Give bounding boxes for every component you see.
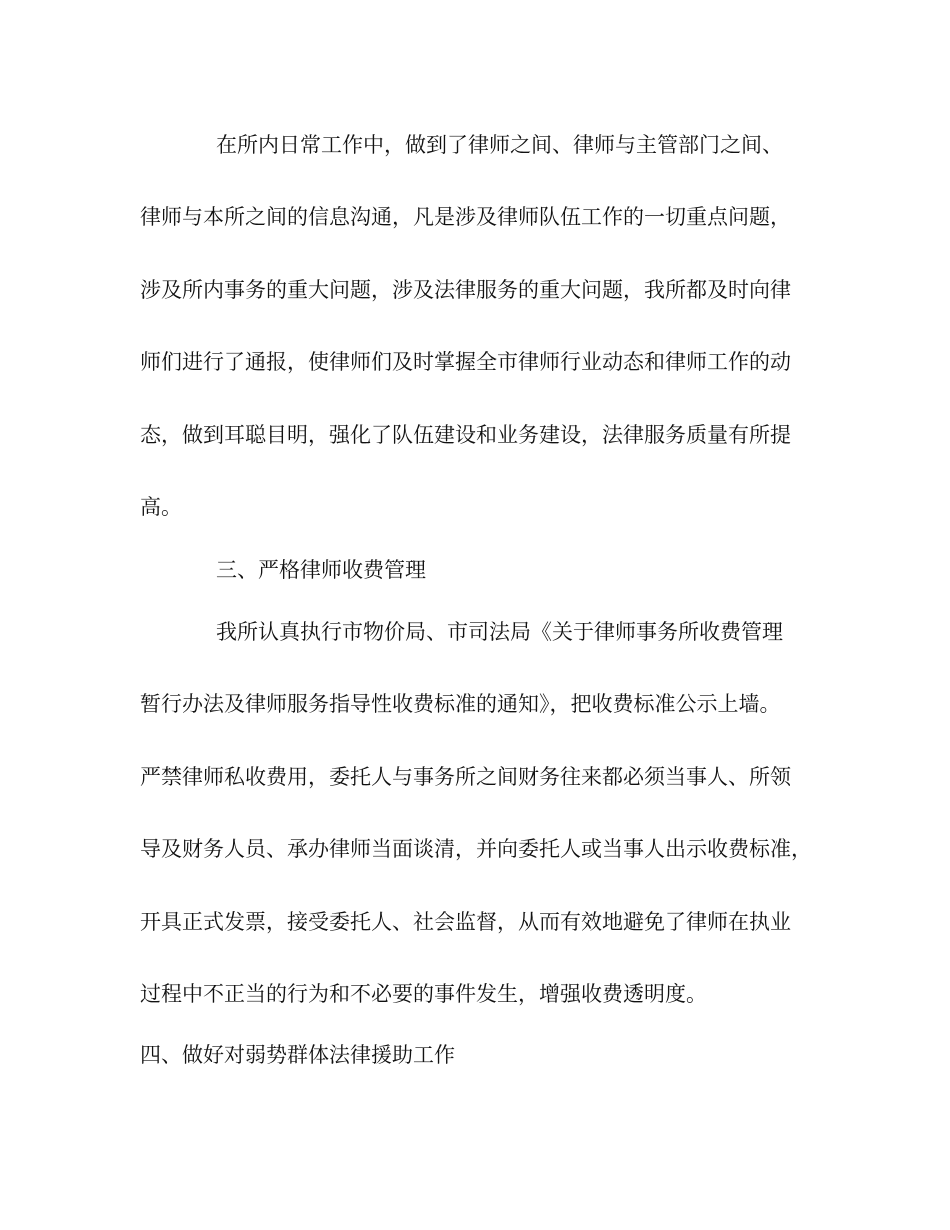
paragraph-1-line-1: 在所内日常工作中，做到了律师之间、律师与主管部门之间、 [216,133,783,157]
paragraph-1-line-3: 涉及所内事务的重大问题，涉及法律服务的重大问题，我所都及时向律 [140,278,791,302]
section-heading-4: 四、做好对弱势群体法律援助工作 [140,1043,455,1067]
section-heading-3: 三、严格律师收费管理 [216,558,426,582]
paragraph-1-line-2: 律师与本所之间的信息沟通，凡是涉及律师队伍工作的一切重点问题， [140,205,791,229]
paragraph-1-line-5: 态，做到耳聪目明，强化了队伍建设和业务建设，法律服务质量有所提 [140,423,791,447]
paragraph-2-line-6: 过程中不正当的行为和不必要的事件发生，增强收费透明度。 [140,982,707,1006]
paragraph-2-line-5: 开具正式发票，接受委托人、社会监督，从而有效地避免了律师在执业 [140,910,791,934]
paragraph-2-line-3: 严禁律师私收费用，委托人与事务所之间财务往来都必须当事人、所领 [140,765,791,789]
paragraph-2-line-2: 暂行办法及律师服务指导性收费标准的通知》，把收费标准公示上墙。 [140,692,781,716]
paragraph-1-line-4: 师们进行了通报，使律师们及时掌握全市律师行业动态和律师工作的动 [140,350,791,374]
paragraph-2-line-1: 我所认真执行市物价局、市司法局《关于律师事务所收费管理 [216,620,783,644]
paragraph-1-line-6: 高。 [140,495,182,519]
paragraph-2-line-4: 导及财务人员、承办律师当面谈清，并向委托人或当事人出示收费标准， [140,837,812,861]
